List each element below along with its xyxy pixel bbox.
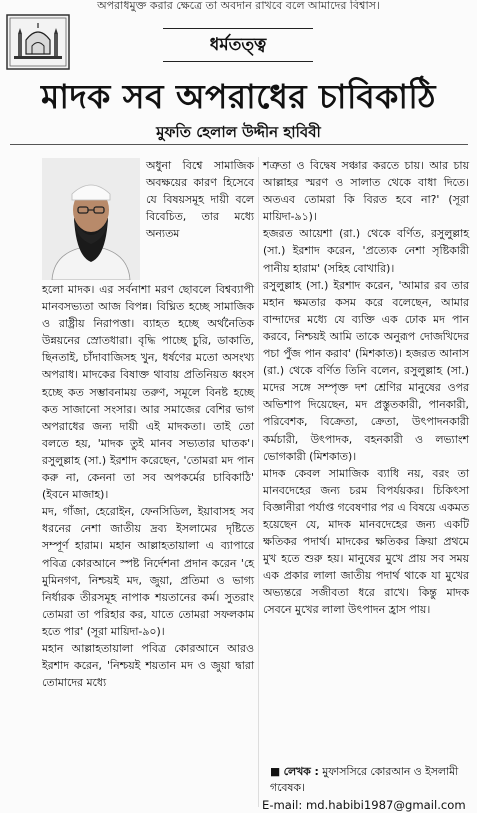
mosque-seal-icon xyxy=(6,14,70,70)
intro-wrapped-text: অধুনা বিশ্বে সামাজিক অবক্ষয়ের কারণ হিসেবে যে বিষয়সমূহ দায়ী বলে বিবেচিত, তার মধ্যে অন্যতম xyxy=(146,159,254,241)
author-description: মুফাসসিরে কোরআন ও ইসলামী গবেষক। xyxy=(270,765,459,794)
column-1-paragraph-2: মদ, গাঁজা, হেরোইন, ফেনসিডিল, ইয়াবাসহ সব ধরনের নেশা জাতীয় দ্রব্য ইসলামের দৃষ্টিতে সম্পূর্ণ হারাম। মহান আল্লাহতায়ালা এ ব্যাপারে পবিত্র কোরআনে স্পষ্ট নির্দেশনা প্রদান করেন 'হে মুমিনগণ, নিশ্চয়ই মদ, জুয়া, প্রতিমা ও ভাগ্য নির্ধারক তীরসমূহ নাপাক শয়তানের কর্ম। সুতরাং তোমরা তা পরিহার কর, যাতে তোমরা সফলকাম হতে পার' (সূরা মায়িদা-৯০)। xyxy=(42,505,254,638)
author-email: E-mail: md.habibi1987@gmail.com xyxy=(262,798,466,812)
previous-article-strip: অপরাধমুক্ত করার ক্ষেত্রে তা অবদান রাখবে বলে আমাদের বিশ্বাস। xyxy=(97,0,380,12)
column-2-paragraph-3: রসুলুল্লাহ (সা.) ইরশাদ করেন, 'আমার রব তার মহান ক্ষমতার কসম করে বলেছেন, আমার বান্দাদের মধ্যে যে ব্যক্তি এক ঢোক মদ পান করবে, নিশ্চয়ই আমি তাকে অনুরূপ দোজখিদের পচা পুঁজ পান করাব' (মিশকাত)। হজরত আনাস (রা.) থেকে বর্ণিত তিনি বলেন, রসুলুল্লাহ (সা.) মদের সঙ্গে সম্পৃক্ত দশ শ্রেণির মানুষের ওপর অভিশাপ দিয়েছেন, মদ প্রস্তুতকারী, পানকারী, পরিবেশক, বিক্রেতা, ক্রেতা, উৎপাদনকারী কর্মচারী, উৎপাদক, বহনকারী ও লভ্যাংশ ভোগকারী (মিশকাত)। xyxy=(263,278,469,463)
column-1-paragraph-1: হলো মাদক। এর সর্বনাশা মরণ ছোবলে বিশ্বব্যাপী মানবসভ্যতা আজ বিপন্ন। বিঘ্নিত হচ্ছে সামাজিক ও রাষ্ট্রীয় নিরাপত্তা। ব্যাহত হচ্ছে অর্থনৈতিক উন্নয়নের স্রোতধারা। বৃদ্ধি পাচ্ছে চুরি, ডাকাতি, ছিনতাই, চাঁদাবাজিসহ খুন, ধর্ষণের মতো অসংখ্য অপরাধ। মাদকের বিষাক্ত থাবায় প্রতিনিয়ত ধ্বংস হচ্ছে কত সম্ভাবনাময় তরুণ, সমূলে বিনষ্ট হচ্ছে কত সাজানো সংসার। আর সমাজের বেশির ভাগ অপরাধের জন্য দায়ী এই মাদকতা। তাই তো বলতে হয়, 'মাদক তুই মানব সভ্যতার ঘাতক'। রসুলুল্লাহ (সা.) ইরশাদ করেছেন, 'তোমরা মদ পান করু না, কেননা তা সব অপকর্মের চাবিকাঠি' (ইবনে মাজাহ)। xyxy=(42,283,254,502)
column-divider xyxy=(258,157,259,807)
column-1-paragraph-3: মহান আল্লাহতায়ালা পবিত্র কোরআনে আরও ইরশাদ করেন, 'নিশ্চয়ই শয়তান মদ ও জুয়া দ্বারা তোমাদের মধ্যে xyxy=(42,641,254,690)
column-2 xyxy=(263,157,469,619)
column-1 xyxy=(42,281,254,691)
author-portrait-icon xyxy=(42,158,140,280)
column-2-paragraph-2: হজরত আয়েশা (রা.) থেকে বর্ণিত, রসুলুল্লাহ (সা.) ইরশাদ করেন, 'প্রত্যেক নেশা সৃষ্টিকারী পানীয় হারাম' (সহিহ বোখারি)। xyxy=(263,227,469,275)
black-square-icon: ■ xyxy=(270,765,281,778)
author-label: লেখক : xyxy=(283,765,319,778)
headline: মাদক সব অপরাধের চাবিকাঠি xyxy=(41,77,436,116)
column-2-paragraph-4: মাদক কেবল সামাজিক ব্যাধি নয়, বরং তা মানবদেহের জন্য চরম বিপর্যয়কর। চিকিৎসা বিজ্ঞানীরা পর্যাপ্ত গবেষণার পর এ বিষয়ে একমত হয়েছেন যে, মাদক মানবদেহের জন্য একটি ক্ষতিকর পদার্থ। মাদকের ক্ষতিকর ক্রিয়া প্রথমে মুখ হতে শুরু হয়। মানুষের মুখে প্রায় সব সময় এক প্রকার লালা জাতীয় পদার্থ থাকে যা মুখের অভ্যন্তরে সজীবতা ধরে রাখে। কিন্তু মাদক সেবনে মুখের লালা উৎপাদন হ্রাস পায়। xyxy=(263,466,469,617)
column-2-paragraph-1: শত্রুতা ও বিদ্বেষ সঞ্চার করতে চায়। আর চায় আল্লাহর স্মরণ ও সালাত থেকে বাধা দিতে। অতএব তোমরা কি বিরত হবে না?' (সূরা মায়িদা-৯১)। xyxy=(263,159,469,224)
byline: মুফতি হেলাল উদ্দীন হাবিবী xyxy=(156,123,321,141)
category-label: ধর্মতত্ত্ব xyxy=(163,28,313,62)
header-divider xyxy=(10,144,468,145)
author-note xyxy=(270,764,470,796)
